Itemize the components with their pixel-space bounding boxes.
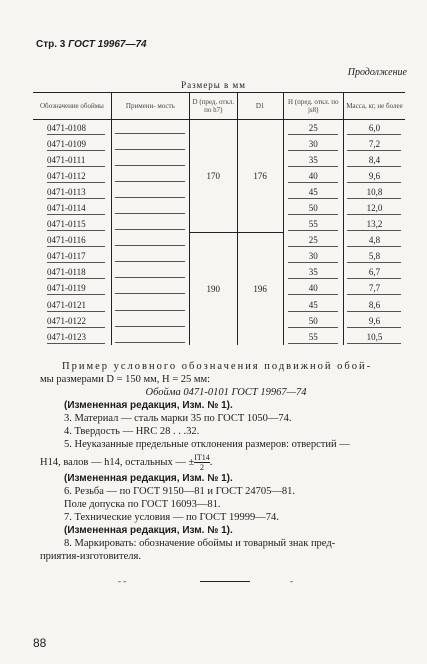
code-cell: 0471-0114 (33, 200, 111, 216)
mass-cell: 8,4 (343, 152, 405, 168)
tolerance-fraction (194, 453, 210, 472)
code-cell: 0471-0115 (33, 217, 111, 233)
d1-cell: 196 (237, 233, 283, 346)
standard-title: ГОСТ 19967—74 (68, 39, 147, 50)
mass-cell: 7,2 (343, 136, 405, 152)
applicability-cell (111, 136, 189, 152)
clause-4: 4. Твердость — HRC 28 . . .32. (64, 426, 200, 437)
d-cell: 170 (189, 120, 237, 233)
col-header: Примени- мость (111, 93, 189, 120)
code-cell: 0471-0122 (33, 313, 111, 329)
page-number: 88 (33, 636, 47, 650)
code-cell: 0471-0123 (33, 329, 111, 345)
document-body (40, 360, 412, 563)
col-header: D (пред. откл. по h7) (189, 93, 237, 120)
applicability-cell (111, 297, 189, 313)
mass-cell: 4,8 (343, 233, 405, 249)
continued-label: Продолжение (347, 67, 407, 78)
h-cell: 50 (283, 313, 343, 329)
code-cell: 0471-0121 (33, 297, 111, 313)
dimensions-table (33, 92, 405, 345)
h-cell: 50 (283, 200, 343, 216)
h-cell: 30 (283, 249, 343, 265)
page-prefix: Стр. (36, 39, 58, 50)
col-header: Обозначение обоймы (33, 93, 111, 120)
mass-cell: 9,6 (343, 168, 405, 184)
applicability-cell (111, 329, 189, 345)
example-line: мы размерами D = 150 мм, H = 25 мм: (40, 374, 211, 385)
applicability-cell (111, 168, 189, 184)
applicability-cell (111, 249, 189, 265)
code-cell: 0471-0108 (33, 120, 111, 137)
separator-line (200, 581, 250, 582)
code-cell: 0471-0119 (33, 281, 111, 297)
clause-8: 8. Маркировать: обозначение обоймы и товарный знак пред- (64, 538, 336, 549)
revision-note: (Измененная редакция, Изм. № 1). (64, 525, 233, 536)
mass-cell: 8,6 (343, 297, 405, 313)
clause-5-continued: H14, валов — h14, остальных — ± $\frac{IT14}{2}$. (40, 453, 213, 472)
mass-cell: 9,6 (343, 313, 405, 329)
mass-cell: 7,7 (343, 281, 405, 297)
fraction-numerator: IT14 (194, 453, 210, 462)
h-cell: 30 (283, 136, 343, 152)
fraction-denominator: 2 (200, 463, 204, 472)
col-header: H (пред. откл. по js8) (283, 93, 343, 120)
d1-cell: 176 (237, 120, 283, 233)
h-cell: 40 (283, 281, 343, 297)
clause-8-continued: приятия-изготовителя. (40, 551, 141, 562)
dash-mark: - - (118, 576, 127, 586)
mass-cell: 10,8 (343, 184, 405, 200)
applicability-cell (111, 281, 189, 297)
applicability-cell (111, 120, 189, 137)
applicability-cell (111, 313, 189, 329)
table-row (33, 233, 405, 249)
table-header-row (33, 93, 405, 120)
applicability-cell (111, 184, 189, 200)
code-cell: 0471-0109 (33, 136, 111, 152)
h-cell: 25 (283, 120, 343, 137)
code-cell: 0471-0112 (33, 168, 111, 184)
h-cell: 55 (283, 217, 343, 233)
revision-note: (Измененная редакция, Изм. № 1). (64, 473, 233, 484)
page-header (36, 39, 147, 50)
h-cell: 25 (283, 233, 343, 249)
mass-cell: 5,8 (343, 249, 405, 265)
sizes-label: Размеры в мм (181, 80, 246, 90)
clause-6: 6. Резьба — по ГОСТ 9150—81 и ГОСТ 24705—81. (64, 486, 296, 497)
h-cell: 45 (283, 297, 343, 313)
mass-cell: 6,0 (343, 120, 405, 137)
code-cell: 0471-0111 (33, 152, 111, 168)
mass-cell: 10,5 (343, 329, 405, 345)
code-cell: 0471-0113 (33, 184, 111, 200)
revision-note: (Измененная редакция, Изм. № 1). (64, 400, 233, 411)
applicability-cell (111, 217, 189, 233)
applicability-cell (111, 265, 189, 281)
dash-mark: - (290, 576, 293, 586)
clause-6-continued: Поле допуска по ГОСТ 16093—81. (64, 499, 221, 510)
h-cell: 35 (283, 152, 343, 168)
mass-cell: 6,7 (343, 265, 405, 281)
applicability-cell (111, 200, 189, 216)
clause-7: 7. Технические условия — по ГОСТ 19999—74. (64, 512, 279, 523)
h-cell: 55 (283, 329, 343, 345)
applicability-cell (111, 233, 189, 249)
clause-5: 5. Неуказанные предельные отклонения размеров: отверстий — (64, 439, 350, 450)
d-cell: 190 (189, 233, 237, 346)
col-header: Масса, кг, не более (343, 93, 405, 120)
mass-cell: 12,0 (343, 200, 405, 216)
table-row (33, 120, 405, 137)
designation-example: Обойма 0471-0101 ГОСТ 19967—74 (145, 387, 307, 398)
code-cell: 0471-0116 (33, 233, 111, 249)
clause-3: 3. Материал — сталь марки 35 по ГОСТ 1050—74. (64, 413, 292, 424)
col-header: D1 (237, 93, 283, 120)
code-cell: 0471-0117 (33, 249, 111, 265)
example-line: Пример условного обозначения подвижной обой- (62, 361, 373, 372)
mass-cell: 13,2 (343, 217, 405, 233)
h-cell: 35 (283, 265, 343, 281)
code-cell: 0471-0118 (33, 265, 111, 281)
applicability-cell (111, 152, 189, 168)
h-cell: 40 (283, 168, 343, 184)
h-cell: 45 (283, 184, 343, 200)
tolerance-text: H14, валов — h14, остальных — ± (40, 456, 195, 468)
page-index: 3 (59, 39, 66, 50)
